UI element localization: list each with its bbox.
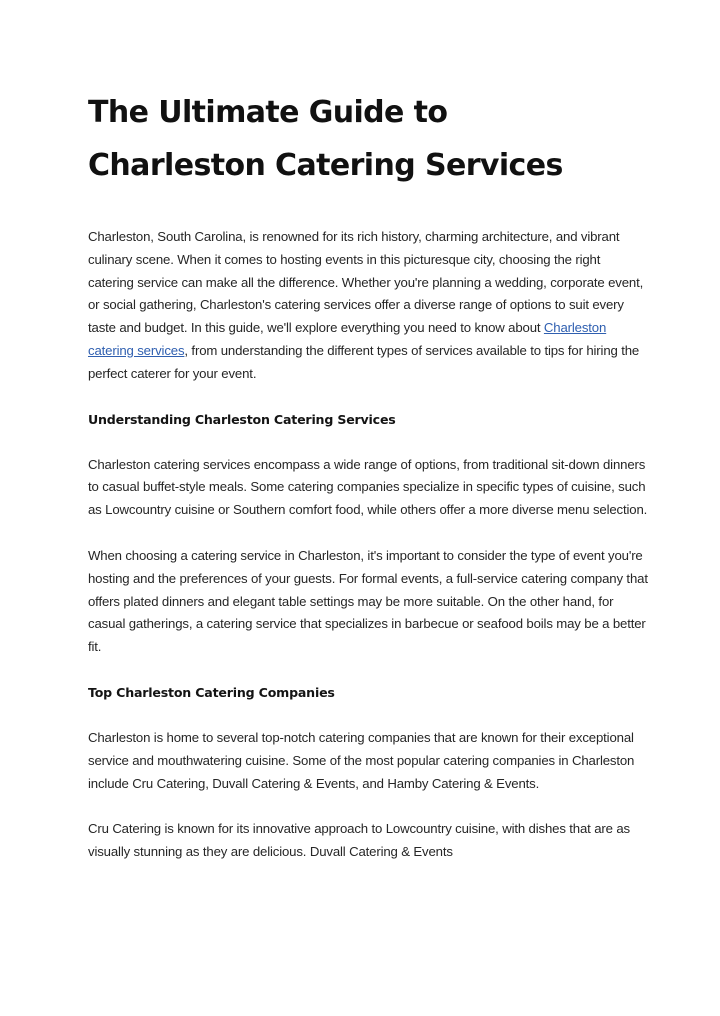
- intro-paragraph: [88, 226, 648, 386]
- section-heading-top-companies: Top Charleston Catering Companies: [88, 684, 335, 700]
- section-paragraph: When choosing a catering service in Charleston, it's important to consider the type of event you're hosting and the preferences of your guests. For formal events, a full-service catering company that offers plated dinners and elegant table settings may be more suitable. On the other hand, for casual gatherings, a catering service that specializes in barbecue or seafood boils may be a better fit.: [88, 547, 648, 655]
- section-paragraph: Charleston is home to several top-notch catering companies that are known for their exceptional service and mouthwatering cuisine. Some of the most popular catering companies in Charleston include Cru Catering, Duvall Catering & Events, and Hamby Catering & Events.: [88, 729, 635, 791]
- document-page: [88, 86, 648, 887]
- intro-text-after-link: , from understanding the different types of services available to tips for hiring the perfect caterer for your event.: [88, 342, 640, 381]
- section-heading-understanding: Understanding Charleston Catering Services: [88, 411, 396, 427]
- intro-text-before-link: Charleston, South Carolina, is renowned for its rich history, charming architecture, and vibrant culinary scene. When it comes to hosting events in this picturesque city, choosing the right catering service can make all the difference. Whether you're planning a wedding, corporate event, or social gathering, Charleston's catering services offer a diverse range of options to suit every taste and budget. In this guide, we'll explore everything you need to know about: [88, 229, 644, 336]
- section-paragraph: Cru Catering is known for its innovative approach to Lowcountry cuisine, with dishes that are as visually stunning as they are delicious. Duvall Catering & Events: [88, 821, 630, 860]
- charleston-catering-services-link[interactable]: Charleston catering services: [88, 320, 607, 358]
- page-title: The Ultimate Guide to Charleston Catering Services: [88, 95, 563, 183]
- section-paragraph: Charleston catering services encompass a wide range of options, from traditional sit-down dinners to casual buffet-style meals. Some catering companies specialize in specific types of cuisine, such as Lowcountry cuisine or Southern comfort food, while others offer a more diverse menu selection.: [88, 456, 648, 518]
